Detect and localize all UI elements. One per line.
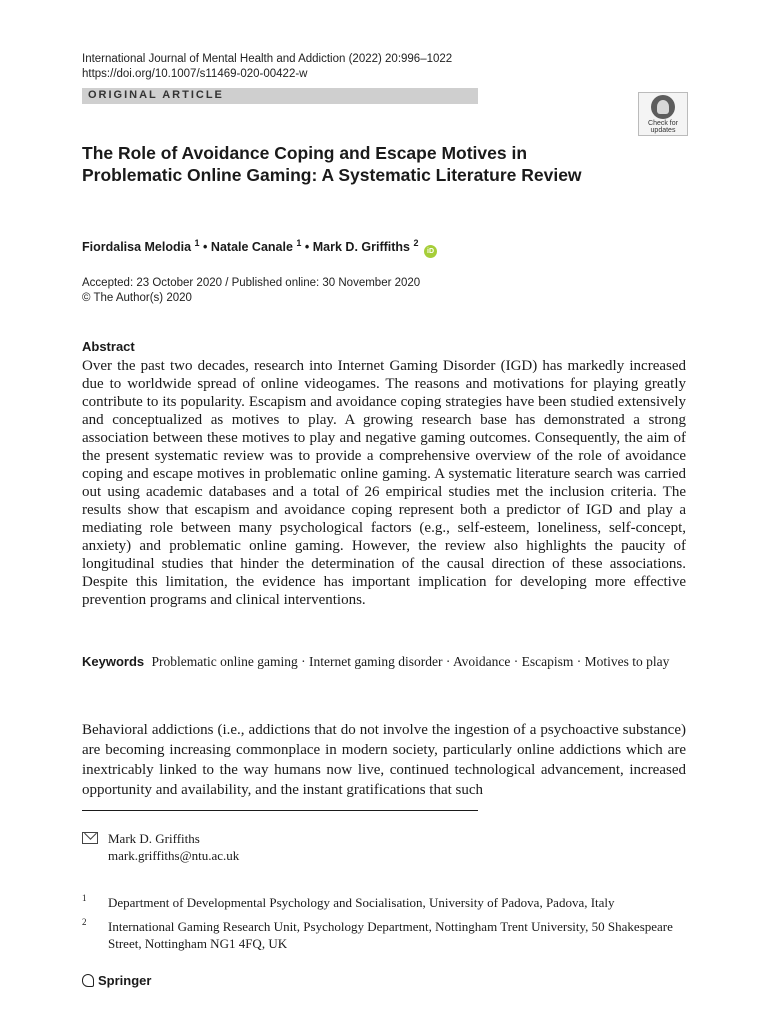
article-type-banner — [82, 88, 478, 104]
springer-horse-icon — [82, 974, 94, 987]
keywords-list: Problematic online gaming · Internet gaming disorder · Avoidance · Escapism · Motives to play — [151, 654, 670, 669]
keywords-section — [82, 652, 686, 671]
crossmark-icon — [651, 95, 675, 119]
journal-line: International Journal of Mental Health and Addiction (2022) 20:996–1022 — [82, 53, 453, 65]
article-title: The Role of Avoidance Coping and Escape Motives in Problematic Online Gaming: A Systematic Literature Review — [82, 143, 582, 185]
affiliation-text: Department of Developmental Psychology and Socialisation, University of Padova, Padova, Italy — [108, 895, 615, 910]
affiliation-text: International Gaming Research Unit, Psychology Department, Nottingham Trent University, 50 Shakespeare Street, Nottingham NG1 4FQ, UK — [108, 919, 673, 951]
envelope-icon — [82, 832, 98, 844]
journal-citation — [82, 52, 452, 82]
copyright-line: © The Author(s) 2020 — [82, 292, 192, 304]
author-name[interactable]: Fiordalisa Melodia — [82, 240, 192, 255]
accepted-published-date: Accepted: 23 October 2020 / Published online: 30 November 2020 — [82, 277, 421, 289]
doi-link[interactable]: https://doi.org/10.1007/s11469-020-00422-w — [82, 68, 308, 80]
publisher-name: Springer — [98, 973, 152, 988]
author-name[interactable]: Mark D. Griffiths — [312, 240, 411, 255]
orcid-icon[interactable]: iD — [424, 245, 437, 258]
author-separator: • — [203, 240, 208, 255]
author-name[interactable]: Natale Canale — [210, 240, 293, 255]
contact-name: Mark D. Griffiths — [108, 831, 200, 846]
affiliation-number: 1 — [82, 893, 87, 903]
abstract-text: Over the past two decades, research into Internet Gaming Disorder (IGD) has markedly increased due to worldwide spread of online videogames. The reasons and motivations for playing greatly contribute to its popularity. Escapism and avoidance coping strategies have been studied extensively and conceptualized as motives to play. A growing research base has demonstrated a strong association between these motives to play and negative gaming outcomes. Consequently, the aim of the present systematic review was to provide a comprehensive overview of the role of avoidance coping and escape motives in problematic online gaming. A systematic literature search was carried out using academic databases and a total of 26 empirical studies met the inclusion criteria. The results show that escapism and avoidance coping represent both a predictor of IGD and play a mediating role between many psychological factors (e.g., self-esteem, loneliness, self-concept, anxiety) and problematic online gaming. However, the review also highlights the paucity of longitudinal studies that hinder the determination of the causal direction of these associations. Despite this limitation, the evidence has important implication for developing more effective prevention programs and clinical interventions. — [82, 358, 686, 608]
body-paragraph: Behavioral addictions (i.e., addictions that do not involve the ingestion of a psychoactive substance) are becoming increasing commonplace in modern society, particularly online addictions which are inextricably linked to the way humans now live, continued technological advancement, increased opportunity and availability, and the instant gratifications that such — [82, 722, 686, 798]
publication-dates — [82, 276, 420, 306]
author-list — [82, 234, 437, 258]
contact-email[interactable]: mark.griffiths@ntu.ac.uk — [108, 848, 240, 863]
affiliation-number: 2 — [82, 917, 87, 927]
author-affiliation-marker: 1 — [296, 238, 302, 248]
check-updates-label: Check for updates — [648, 120, 678, 134]
article-type-label: ORIGINAL ARTICLE — [88, 89, 224, 101]
author-affiliation-marker: 1 — [194, 238, 200, 248]
abstract-heading: Abstract — [82, 339, 135, 354]
author-affiliation-marker: 2 — [413, 238, 419, 248]
author-separator: • — [304, 240, 310, 255]
keywords-label: Keywords — [82, 654, 145, 669]
publisher-logo — [82, 972, 151, 990]
check-for-updates-badge[interactable] — [638, 92, 688, 136]
footnote-divider — [82, 810, 478, 811]
